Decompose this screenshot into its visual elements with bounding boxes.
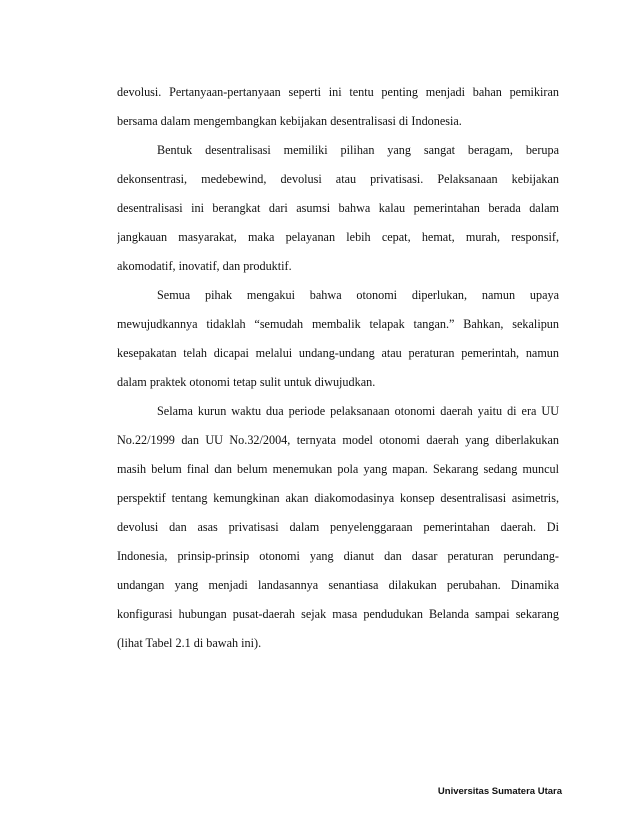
- text-line: devolusi. Pertanyaan-pertanyaan seperti ini tentu penting menjadi bahan pemikiran: [117, 85, 559, 99]
- text-line: kesepakatan telah dicapai melalui undang-undang atau peraturan pemerintah, namun: [117, 346, 559, 360]
- text-line: akomodatif, inovatif, dan produktif.: [117, 259, 292, 273]
- paragraph-first-line: Selama kurun waktu dua periode pelaksanaan otonomi daerah yaitu di era UU: [157, 404, 559, 418]
- text-line: masih belum final dan belum menemukan pola yang mapan. Sekarang sedang muncul: [117, 462, 559, 476]
- text-line: bersama dalam mengembangkan kebijakan desentralisasi di Indonesia.: [117, 114, 462, 128]
- text-line: Indonesia, prinsip-prinsip otonomi yang dianut dan dasar peraturan perundang-: [117, 549, 559, 563]
- text-line: devolusi dan asas privatisasi dalam penyelenggaraan pemerintahan daerah. Di: [117, 520, 559, 534]
- text-line: No.22/1999 dan UU No.32/2004, ternyata model otonomi daerah yang diberlakukan: [117, 433, 559, 447]
- text-line: perspektif tentang kemungkinan akan diakomodasinya konsep desentralisasi asimetris,: [117, 491, 559, 505]
- document-body: [117, 78, 559, 658]
- text-line: mewujudkannya tidaklah “semudah membalik telapak tangan.” Bahkan, sekalipun: [117, 317, 559, 331]
- paragraph-first-line: Semua pihak mengakui bahwa otonomi diperlukan, namun upaya: [157, 288, 559, 302]
- footer-institution: Universitas Sumatera Utara: [437, 786, 562, 797]
- text-line: jangkauan masyarakat, maka pelayanan lebih cepat, hemat, murah, responsif,: [117, 230, 559, 244]
- text-line: (lihat Tabel 2.1 di bawah ini).: [117, 636, 262, 650]
- text-line: desentralisasi ini berangkat dari asumsi bahwa kalau pemerintahan berada dalam: [117, 201, 559, 215]
- text-line: dekonsentrasi, medebewind, devolusi atau privatisasi. Pelaksanaan kebijakan: [117, 172, 559, 186]
- text-line: undangan yang menjadi landasannya senantiasa dilakukan perubahan. Dinamika: [117, 578, 559, 592]
- paragraph-first-line: Bentuk desentralisasi memiliki pilihan yang sangat beragam, berupa: [157, 143, 559, 157]
- text-line: dalam praktek otonomi tetap sulit untuk diwujudkan.: [117, 375, 376, 389]
- text-line: konfigurasi hubungan pusat-daerah sejak masa pendudukan Belanda sampai sekarang: [117, 607, 559, 621]
